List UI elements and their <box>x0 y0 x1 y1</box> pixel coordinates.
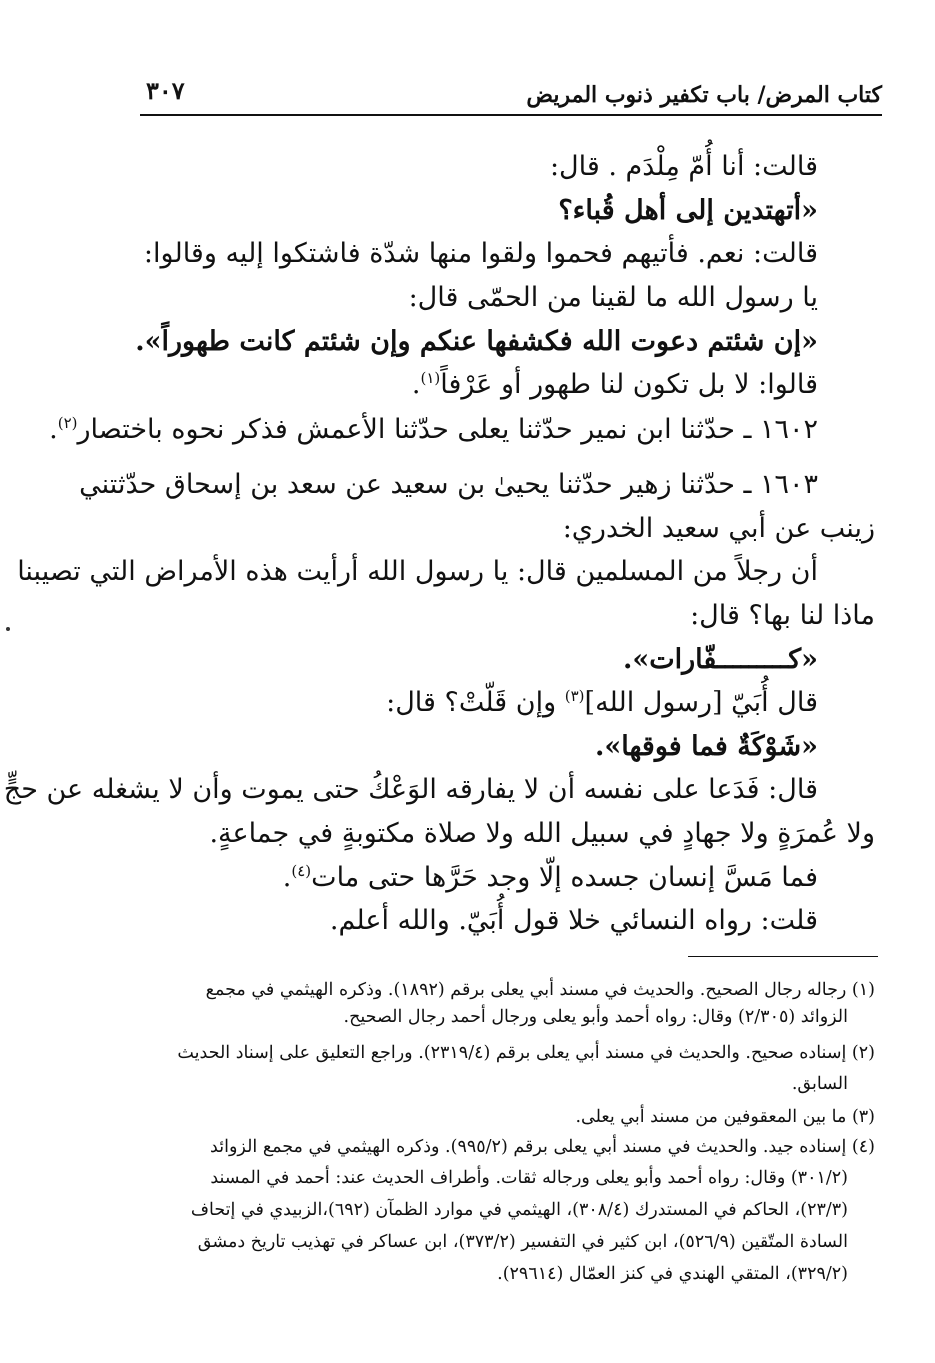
page-number: ٣٠٧ <box>146 76 185 105</box>
hadith-number-line: ١٦٠٢ ـ حدّثنا ابن نمير حدّثنا يعلى حدّثنا الأعمش فذكر نحوه باختصار$^{(٢)}$. <box>49 414 818 445</box>
text-line: يا رسول الله ما لقينا من الحمّى قال: <box>408 282 818 313</box>
footnote-marker: (٤) <box>291 862 312 880</box>
text-line: قالت: نعم. فأتيهم فحموا ولقوا منها شدّة فاشتكوا إليه وقالوا: <box>143 238 818 269</box>
footnote-separator <box>688 956 878 957</box>
footnote-marker: (٢) <box>57 414 78 432</box>
footnote-line: (٣٠١/٢) وقال: رواه أحمد وأبو يعلى ورجاله ثقات. وأطراف الحديث عند: أحمد في المسند <box>210 1168 848 1188</box>
scan-speck <box>6 627 10 631</box>
running-header <box>140 72 882 116</box>
text-segment: قالوا: لا بل تكون لنا طهور أو عَرْفاً <box>440 369 818 400</box>
footnote-line: (٤) إسناده جيد. والحديث في مسند أبي يعلى برقم (٩٩٥/٢). وذكره الهيثمي في مجمع الزوائد <box>210 1137 875 1157</box>
text-line: ولا عُمرَةٍ ولا جهادٍ في سبيل الله ولا صلاة مكتوبةٍ في جماعةٍ. <box>209 818 875 849</box>
footnote-line: السادة المتّقين (٥٢٦/٩)، ابن كثير في التفسير (٣٧٣/٢)، ابن عساكر في تهذيب تاريخ دمشق <box>197 1232 848 1252</box>
hadith-text-line: «شَوْكَةٌ فما فوقها». <box>594 731 818 762</box>
footnote-line: (٣) ما بين المعقوفين من مسند أبي يعلى. <box>575 1107 875 1127</box>
text-line: فما مَسَّ إنسان جسده إلّا وجد حَرَّها حتى مات$^{(٤)}$. <box>282 862 818 893</box>
footnote-line: (٢) إسناده صحيح. والحديث في مسند أبي يعلى برقم (٢٣١٩/٤). وراجع التعليق على إسناد الحديث <box>177 1043 875 1063</box>
text-line: قال: فَدَعا على نفسه أن لا يفارقه الوَعْكُ حتى يموت وأن لا يشغله عن حجٍّ <box>3 774 818 805</box>
chapter-title: كتاب المرض/ باب تكفير ذنوب المريض <box>526 82 882 108</box>
text-line: أن رجلاً من المسلمين قال: يا رسول الله أرأيت هذه الأمراض التي تصيبنا <box>17 556 818 587</box>
footnote-marker: (٣) <box>564 687 585 705</box>
text-line: قالوا: لا بل تكون لنا طهور أو عَرْفاً$^{(١)}$. <box>411 369 818 400</box>
text-line <box>386 686 818 720</box>
footnote-line: السابق. <box>791 1074 848 1094</box>
text-line: قلت: رواه النسائي خلا قول أُبَيّ. والله أعلم. <box>329 905 818 936</box>
text-segment: قال أُبَيّ [رسول الله] <box>584 687 818 718</box>
text-segment: ١٦٠٢ ـ حدّثنا ابن نمير حدّثنا يعلى حدّثنا الأعمش فذكر نحوه باختصار <box>77 414 818 445</box>
hadith-number-line: ١٦٠٣ ـ حدّثنا زهير حدّثنا يحيىٰ بن سعيد عن سعد بن إسحاق حدّثتني <box>79 469 818 500</box>
footnote-line: (٢٣/٣)، الحاكم في المستدرك (٣٠٨/٤)، الهيثمي في موارد الظمآن (٦٩٢)،الزبيدي في إتحاف <box>190 1200 848 1220</box>
text-segment: وإن قَلّتْ؟ قال: <box>386 687 565 718</box>
hadith-text-line: «أتهتدين إلى أهل قُباء؟ <box>558 195 818 226</box>
footnote-line: الزوائد (٢/٣٠٥) وقال: رواه أحمد وأبو يعلى ورجال أحمد رجال الصحيح. <box>343 1007 848 1027</box>
hadith-text-line: «كـــــــــفّارات». <box>622 644 818 675</box>
hadith-text-line: «إن شئتم دعوت الله فكشفها عنكم وإن شئتم كانت طهوراً». <box>135 326 818 357</box>
text-line: زينب عن أبي سعيد الخدري: <box>562 513 875 544</box>
text-line: قالت: أنا أُمّ مِلْدَم . قال: <box>549 151 818 182</box>
text-line: ماذا لنا بها؟ قال: <box>690 600 875 631</box>
text-segment: فما مَسَّ إنسان جسده إلّا وجد حَرَّها حتى مات <box>311 862 818 893</box>
footnote-line: (٣٢٩/٢)، المتقي الهندي في كنز العمّال (٢٩٦١٤). <box>497 1264 848 1284</box>
footnote-line: (١) رجاله رجال الصحيح. والحديث في مسند أبي يعلى برقم (١٨٩٢). وذكره الهيثمي في مجمع <box>205 980 875 1000</box>
footnote-marker: (١) <box>420 369 441 387</box>
